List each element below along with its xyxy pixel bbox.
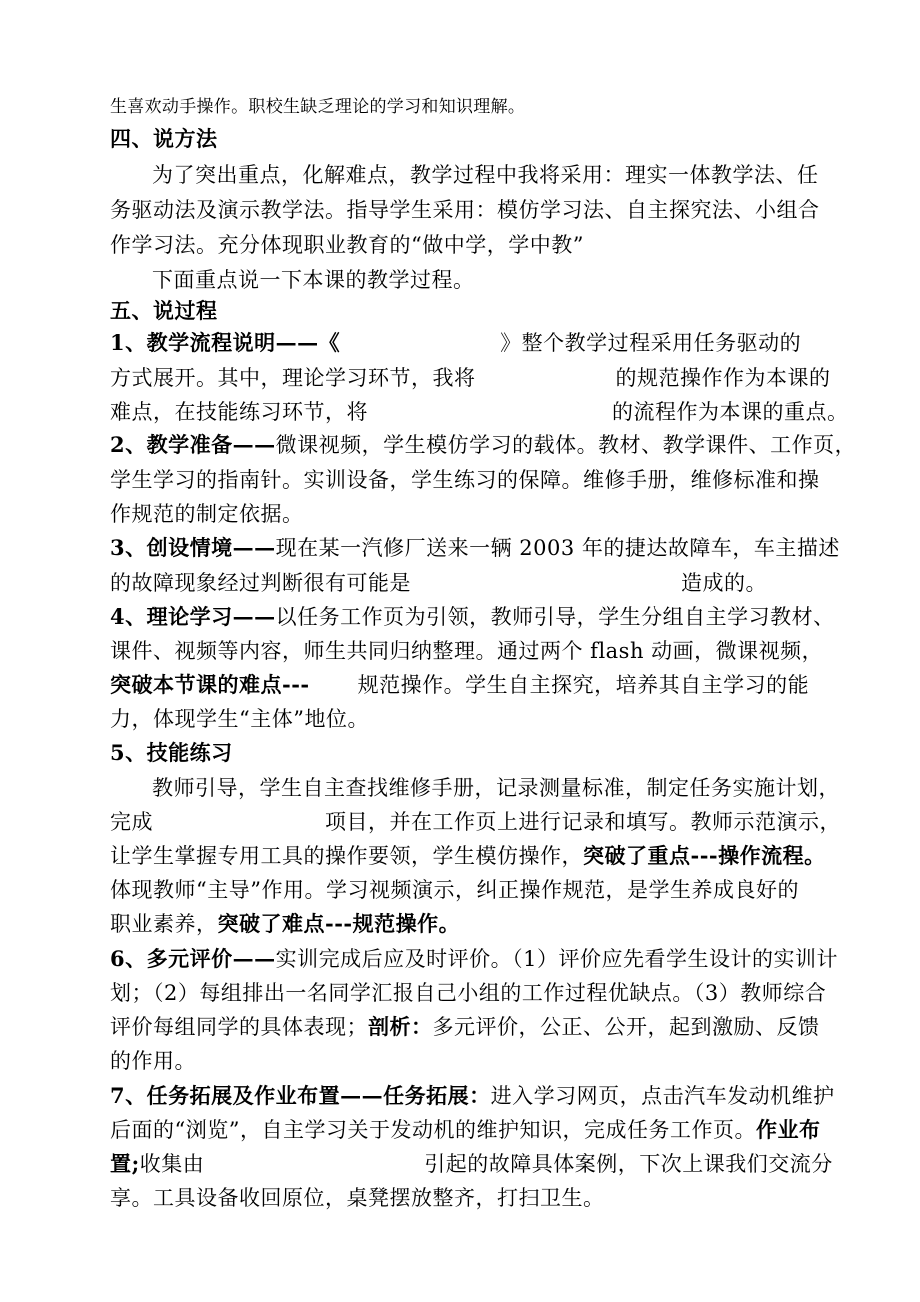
paragraph-line: 享。工具设备收回原位，桌凳摆放整齐，打扫卫生。	[110, 1186, 605, 1210]
paragraph-line: 的作用。	[110, 1049, 196, 1073]
paragraph-line: 为了突出重点，化解难点，教学过程中我将采用：理实一体教学法、任	[152, 163, 819, 187]
paragraph-line: 难点，在技能练习环节，将 的流程作为本课的重点。	[110, 400, 849, 424]
paragraph-line: 划；（2）每组排出一名同学汇报自己小组的工作过程优缺点。（3）教师综合	[110, 981, 827, 1005]
paragraph-line: 体现教师“主导”作用。学习视频演示，纠正操作规范，是学生养成良好的	[110, 878, 799, 902]
section-heading-skill-practice: 5、技能练习	[110, 740, 233, 765]
paragraph-line: 1、教学流程说明——《 》整个教学过程采用任务驱动的	[110, 330, 802, 355]
paragraph-line: 2、教学准备——微课视频，学生模仿学习的载体。教材、教学课件、工作页，	[110, 432, 857, 457]
paragraph-line: 让学生掌握专用工具的操作要领，学生模仿操作，突破了重点---操作流程。	[110, 843, 826, 868]
paragraph-line: 课件、视频等内容，师生共同归纳整理。通过两个 flash 动画，微课视频，	[110, 639, 824, 663]
paragraph-line: 方式展开。其中，理论学习环节，我将 的规范操作作为本课的	[110, 366, 831, 390]
paragraph-line: 突破本节课的难点--- 规范操作。学生自主探究，培养其自主学习的能	[110, 672, 810, 697]
paragraph-line: 作规范的制定依据。	[110, 502, 304, 526]
paragraph-line: 完成 项目，并在工作页上进行记录和填写。教师示范演示，	[110, 810, 841, 834]
paragraph-line: 置;收集由 引起的故障具体案例，下次上课我们交流分	[110, 1151, 833, 1176]
paragraph-line: 职业素养，突破了难点---规范操作。	[110, 911, 461, 936]
paragraph-line: 的故障现象经过判断很有可能是 造成的。	[110, 571, 767, 595]
section-heading-methods: 四、说方法	[110, 126, 218, 151]
paragraph-line: 教师引导，学生自主查找维修手册，记录测量标准，制定任务实施计划，	[152, 776, 840, 800]
paragraph-line: 生喜欢动手操作。职校生缺乏理论的学习和知识理解。	[110, 97, 526, 117]
paragraph-line: 4、理论学习——以任务工作页为引领，教师引导，学生分组自主学习教材、	[110, 604, 835, 629]
paragraph-line: 作学习法。充分体现职业教育的“做中学，学中教”	[110, 233, 584, 257]
paragraph-line: 学生学习的指南针。实训设备，学生练习的保障。维修手册，维修标准和操	[110, 468, 820, 492]
paragraph-line: 3、创设情境——现在某一汽修厂送来一辆 2003 年的捷达故障车，车主描述	[110, 535, 840, 560]
section-heading-process: 五、说过程	[110, 298, 218, 323]
paragraph-line: 力，体现学生“主体”地位。	[110, 707, 369, 731]
paragraph-line: 评价每组同学的具体表现；剖析：多元评价，公正、公开，起到激励、反馈	[110, 1014, 820, 1039]
paragraph-line: 6、多元评价——实训完成后应及时评价。（1）评价应先看学生设计的实训计	[110, 946, 838, 971]
paragraph-line: 下面重点说一下本课的教学过程。	[152, 268, 475, 292]
paragraph-line: 务驱动法及演示教学法。指导学生采用：模仿学习法、自主探究法、小组合	[110, 198, 820, 222]
paragraph-line: 7、任务拓展及作业布置——任务拓展：进入学习网页，点击汽车发动机维护	[110, 1083, 835, 1108]
paragraph-line: 后面的“浏览”，自主学习关于发动机的维护知识，完成任务工作页。作业布	[110, 1117, 821, 1142]
